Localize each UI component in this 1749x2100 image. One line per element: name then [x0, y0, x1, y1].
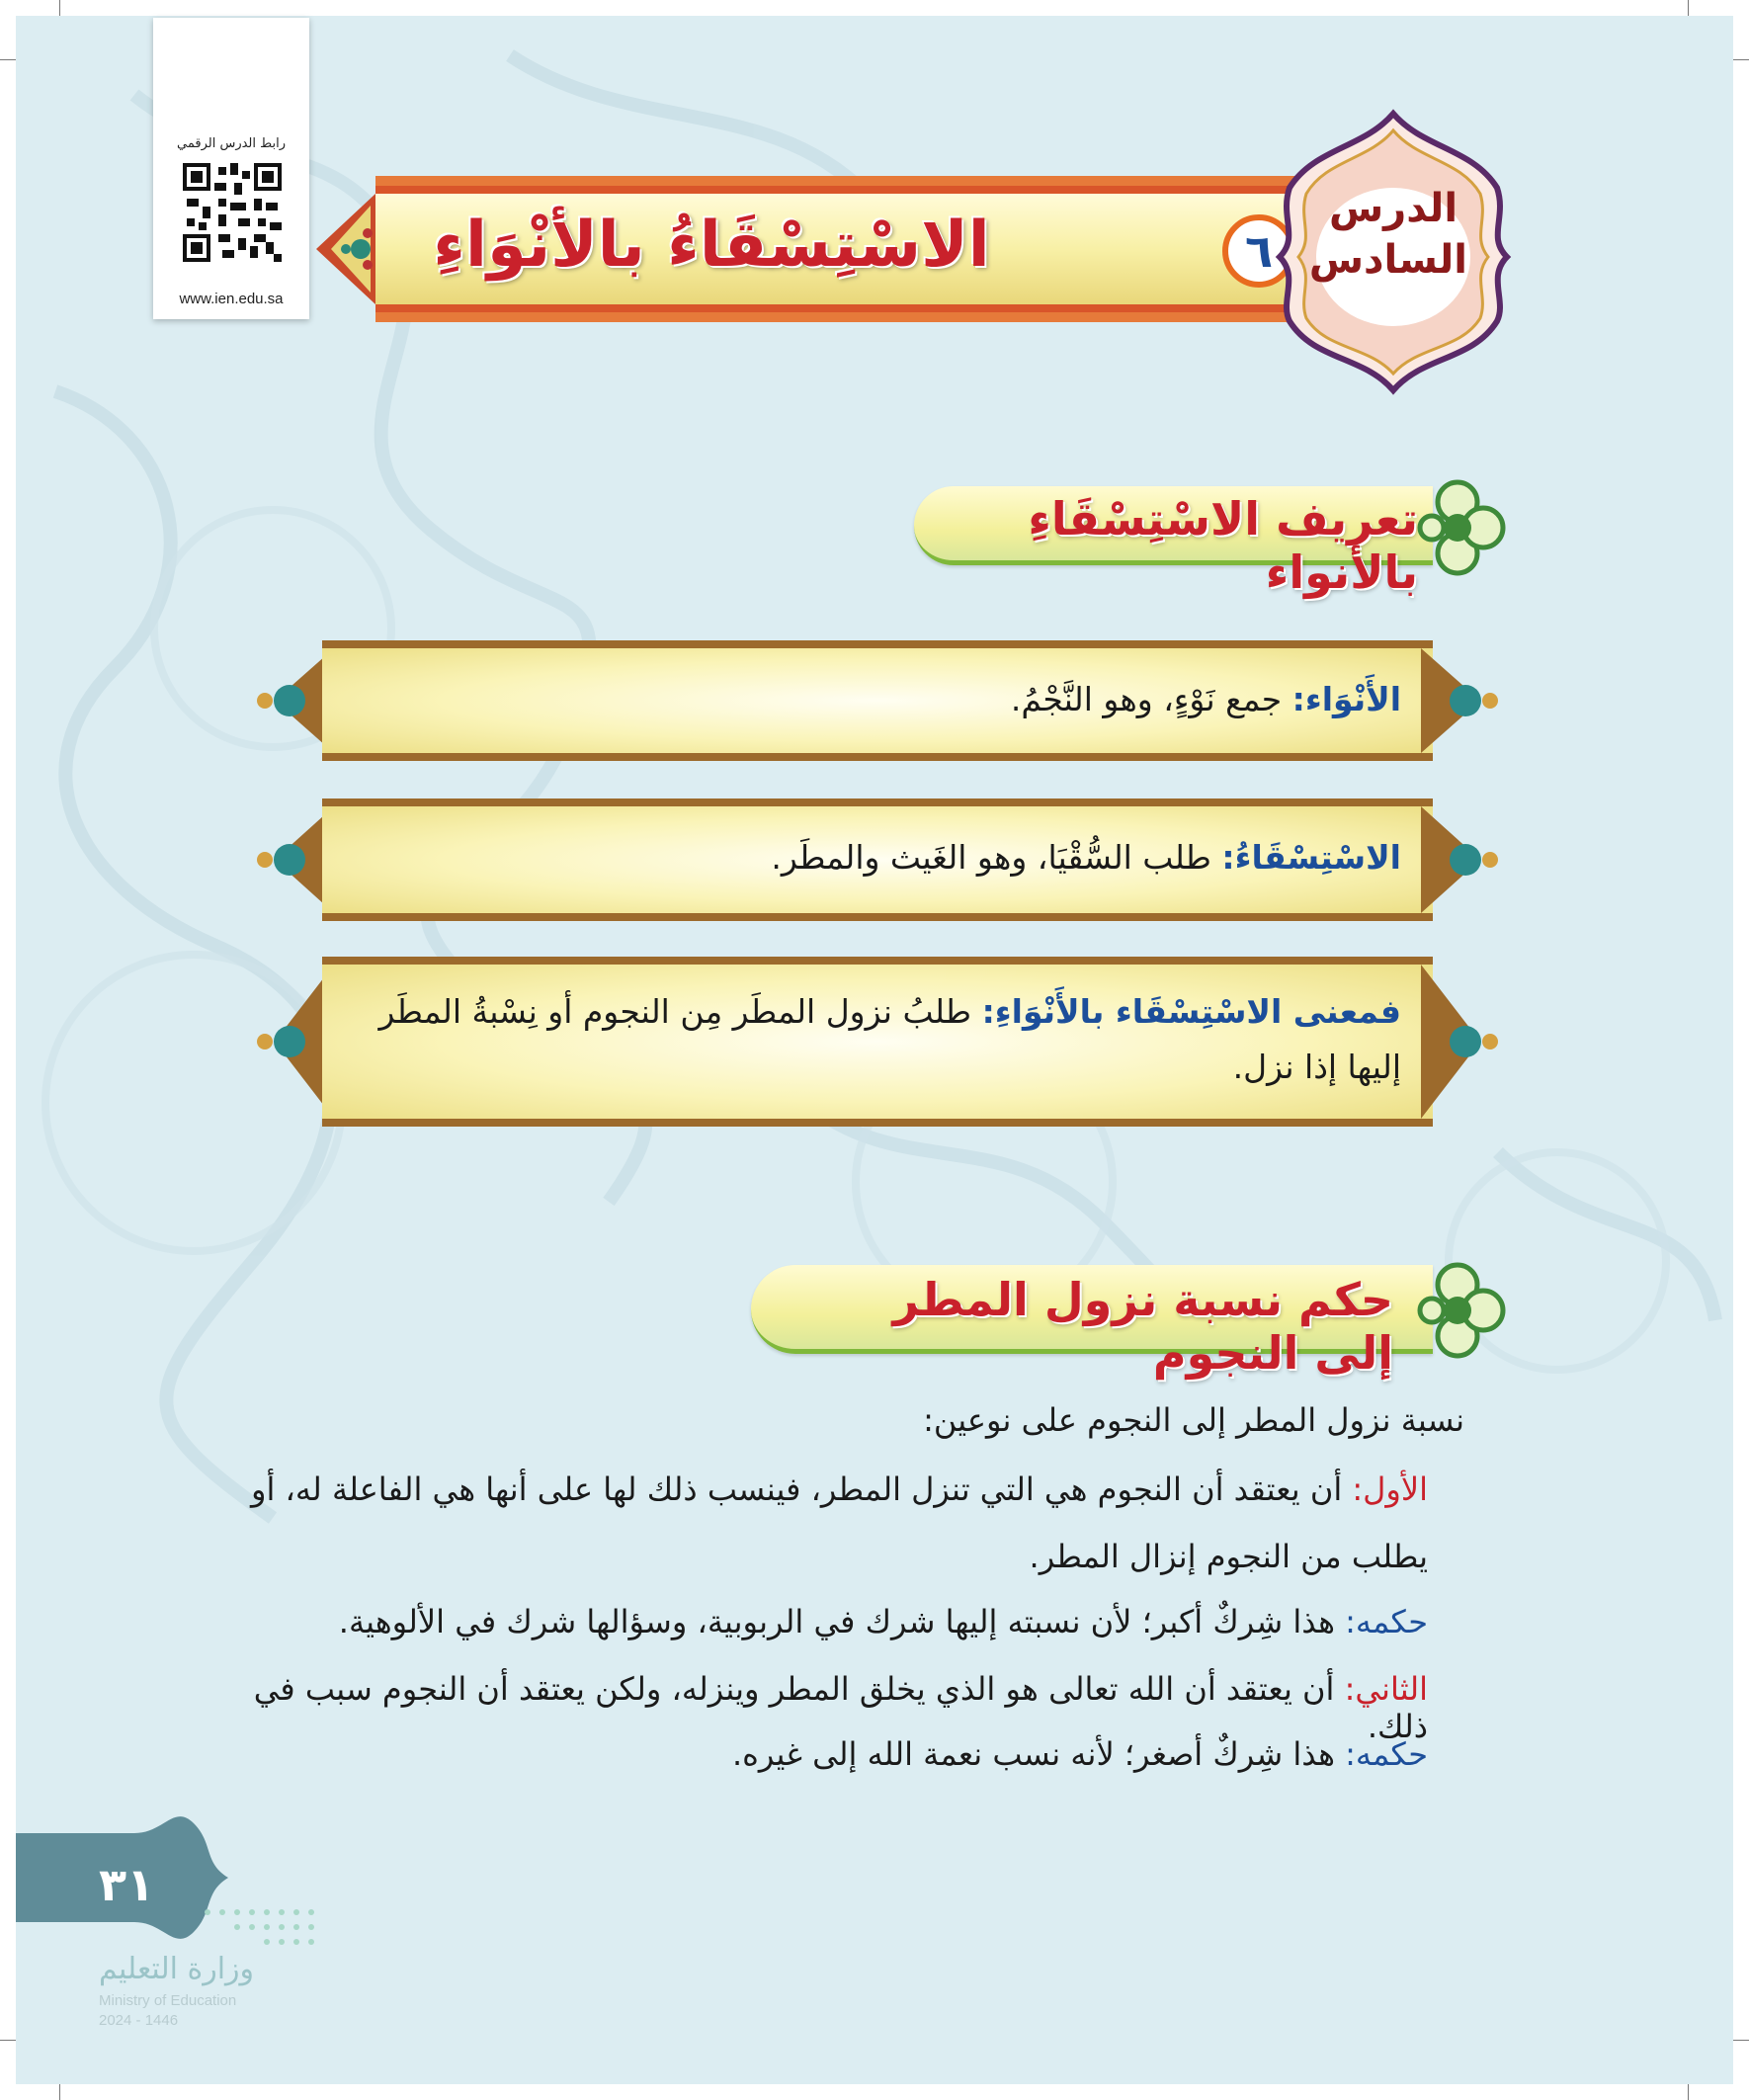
qr-card: [153, 18, 309, 319]
first-type: [212, 1470, 1428, 1508]
second-ruling-text: هذا شِركٌ أصغر؛ لأنه نسب نعمة الله إلى غيره.: [731, 1735, 1346, 1773]
qr-caption: رابط الدرس الرقمي: [177, 136, 286, 151]
definition-text: [354, 984, 1401, 1095]
definition-term: الأَنْوَاء:: [1291, 680, 1401, 718]
crop-mark: [1688, 2084, 1689, 2100]
crop-mark: [1733, 59, 1749, 60]
definition-body: طلب السُّقْيَا، وهو الغَيث والمطَر.: [771, 838, 1222, 877]
scroll-cap-right: [1421, 957, 1510, 1127]
dots-pattern: [198, 1902, 326, 1952]
page-number: ٣١: [99, 1858, 155, 1911]
ruling-intro: نسبة نزول المطر إلى النجوم على نوعين:: [923, 1401, 1464, 1439]
scroll-cap-right: [1421, 640, 1510, 761]
ministry-name-ar: وزارة التعليم: [99, 1952, 255, 1986]
lesson-label-line2: السادس: [1308, 237, 1467, 283]
section-title-ruling: حكم نسبة نزول المطر إلى النجوم: [892, 1273, 1393, 1380]
scroll-cap-right: [1421, 798, 1510, 921]
second-type: [212, 1670, 1428, 1745]
first-ruling-text: هذا شِركٌ أكبر؛ لأن نسبته إليها شرك في الربوبية، وسؤالها شرك في الألوهية.: [338, 1603, 1346, 1640]
qr-url[interactable]: www.ien.edu.sa: [179, 291, 284, 307]
first-ruling: [212, 1603, 1428, 1640]
second-type-label: الثاني:: [1344, 1670, 1428, 1708]
definition-text: [354, 830, 1401, 885]
clover-ornament-icon: [1408, 1261, 1507, 1360]
second-ruling-label: حكمه:: [1345, 1735, 1428, 1773]
definition-scroll-istisqa: [245, 798, 1510, 921]
lesson-label-line1: الدرس: [1328, 186, 1458, 231]
crop-mark: [0, 59, 16, 60]
crop-mark: [1688, 0, 1689, 16]
definition-body: طلبُ نزول المطَر مِن النجوم أو نِسْبةُ المطَر إليها إذا نزل.: [378, 992, 1401, 1086]
first-type-continued: يطلب من النجوم إنزال المطر.: [1029, 1538, 1428, 1575]
definition-body: جمع نَوْءٍ، وهو النَّجْمُ.: [1010, 680, 1292, 718]
definition-term: فمعنى الاسْتِسْقَاء بالأَنْوَاءِ:: [981, 992, 1401, 1031]
ministry-name-en: Ministry of Education: [99, 1992, 237, 2009]
definition-text: [354, 672, 1401, 727]
crop-mark: [1733, 2040, 1749, 2041]
crop-mark: [59, 2084, 60, 2100]
first-type-text: أن يعتقد أن النجوم هي التي تنزل المطر، فينسب ذلك لها على أنها هي الفاعلة له، أو: [251, 1470, 1353, 1508]
qr-code-icon[interactable]: [183, 163, 282, 262]
clover-ornament-icon: [1408, 478, 1507, 577]
definition-scroll-anwa: [245, 640, 1510, 761]
lesson-number-badge: ٦: [1222, 214, 1295, 288]
first-type-label: الأول:: [1352, 1470, 1428, 1508]
lesson-label: [1308, 183, 1467, 286]
scroll-cap-left: [245, 957, 334, 1127]
first-ruling-label: حكمه:: [1345, 1603, 1428, 1640]
scroll-cap-left: [245, 640, 334, 761]
lesson-title: الاسْتِسْقَاءُ بالأنْوَاءِ: [433, 209, 990, 282]
definition-term: الاسْتِسْقَاءُ:: [1221, 838, 1401, 877]
scroll-cap-left: [245, 798, 334, 921]
second-ruling: [212, 1735, 1428, 1773]
crop-mark: [0, 2040, 16, 2041]
second-type-text: أن يعتقد أن الله تعالى هو الذي يخلق المطر وينزله، ولكن يعتقد أن النجوم سبب في ذلك.: [253, 1670, 1428, 1745]
definition-scroll-meaning: [245, 957, 1510, 1127]
crop-mark: [59, 0, 60, 16]
section-title-definition: تعريف الاسْتِسْقَاءِ بالأنواء: [1028, 492, 1418, 599]
edition-year: 2024 - 1446: [99, 2012, 179, 2029]
